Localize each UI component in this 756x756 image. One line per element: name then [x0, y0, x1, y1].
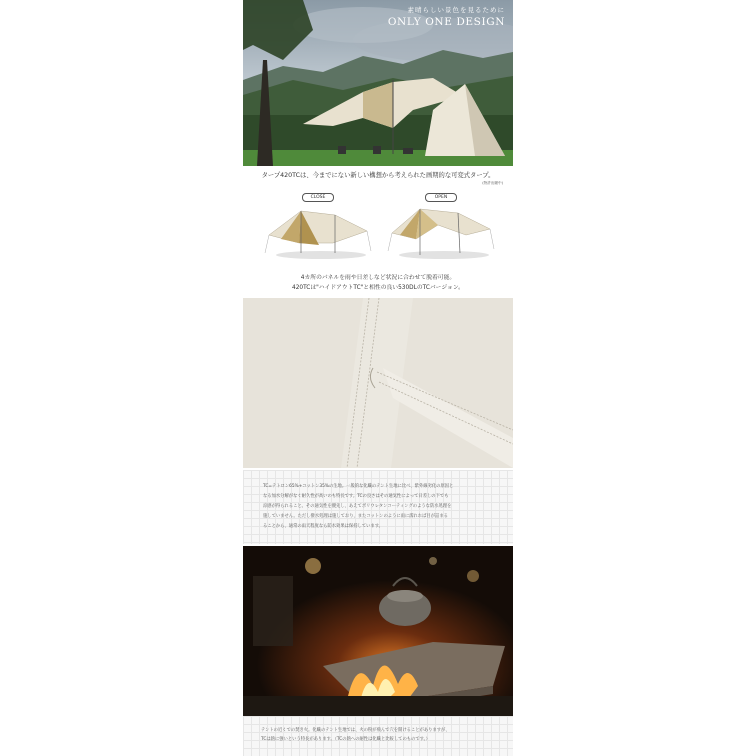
fire-line-2: TCは熱に強いという特長があります。（TCの熱への耐性は化繊と比較してのものです。） — [261, 737, 431, 742]
material-text — [263, 482, 499, 532]
hero-caption-en: ONLY ONE DESIGN — [387, 16, 505, 28]
fire-text — [261, 726, 501, 744]
fabric-closeup-image — [243, 298, 513, 468]
close-label: CLOSE — [302, 193, 334, 202]
material-line-1: TC=テトロン65%+コットン35%の生地。一般的な化繊のテント生地に比べ、紫外線劣化の原因と — [263, 484, 454, 489]
hero-caption — [388, 5, 505, 28]
description-line-1: 4カ所のパネルを雨や日差しなど状況に合わせて脱着可能。 — [300, 275, 456, 281]
patent-note: (特許出願中) — [482, 181, 503, 185]
fire-line-1: テントの近くでの焚き火。化繊のテント生地では、火の粉が飛んで穴を開けることがありますが、 — [261, 728, 450, 733]
material-line-4: 施していません。ただし撥水処理は施しており、またコットンのように雨に濡れれば目が詰まる — [263, 514, 448, 519]
material-text-section — [243, 470, 513, 544]
product-column — [243, 0, 513, 756]
tarp-open-illustration — [386, 203, 496, 263]
fabric-illustration — [243, 298, 513, 468]
open-label: OPEN — [425, 193, 457, 202]
campfire-illustration — [243, 546, 513, 716]
tarp-close-illustration — [263, 203, 373, 263]
panel-description — [243, 273, 513, 293]
hero-image — [243, 0, 513, 166]
material-line-5: ることから、通常の雨天程度なら防水効果は保持しています。 — [263, 524, 383, 529]
fire-text-section — [243, 716, 513, 756]
hero-caption-jp: 素晴らしい景色を見るために — [407, 6, 505, 14]
description-line-2: 420TCは"ハイドアウトTC"と相性の良い530DLのTCバージョン。 — [292, 285, 464, 291]
intro-text: タープ420TCは、今までにない新しい構想から考えられた画期的な可変式タープ。 — [261, 172, 495, 179]
material-line-2: なる加水分解がなく耐久性が高いのも特長です。TCの良さはその通気性によって日差しの下でも — [263, 494, 449, 499]
campfire-image — [243, 546, 513, 716]
material-line-3: 涼感が得られること。その通気性を優先し、あえてポリウレタンコーティングのような防水処理を — [263, 504, 452, 509]
